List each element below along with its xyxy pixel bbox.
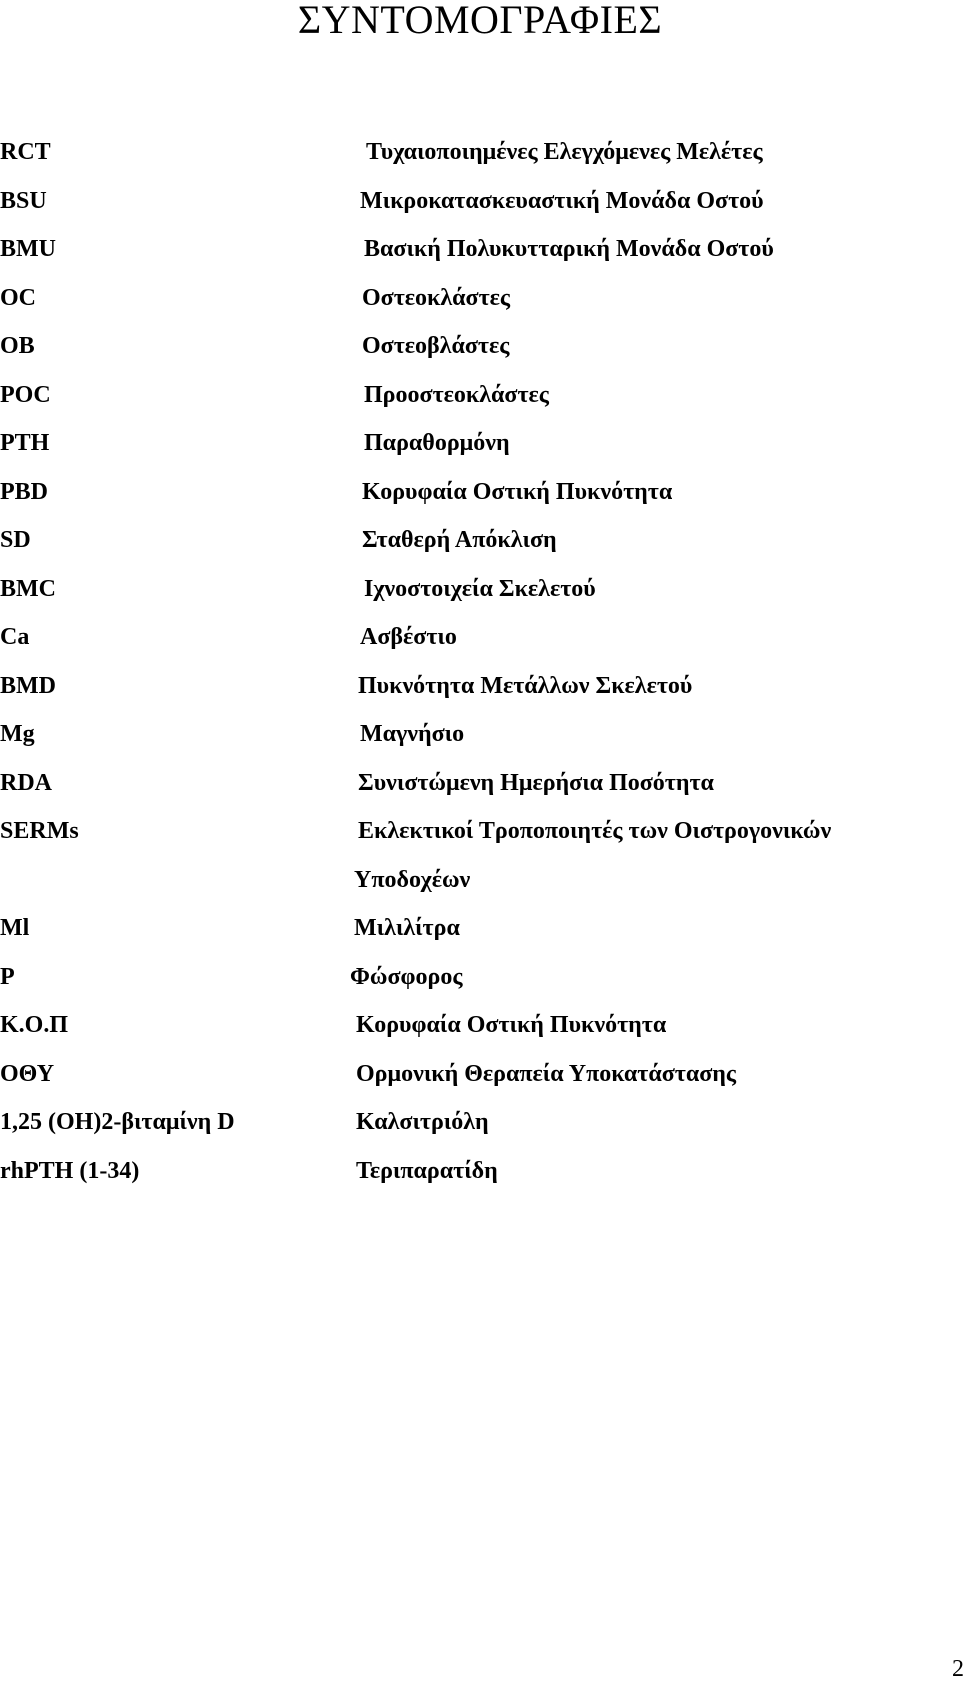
abbreviation-term: SERMs	[0, 818, 79, 844]
abbreviation-row	[0, 953, 960, 1002]
abbreviation-row	[0, 516, 960, 565]
abbreviation-definition: Προοστεοκλάστες	[364, 381, 549, 408]
abbreviation-row	[0, 856, 960, 905]
abbreviation-row	[0, 371, 960, 420]
abbreviation-row	[0, 128, 960, 177]
abbreviation-term: OC	[0, 284, 36, 311]
page-number: 2	[952, 1656, 964, 1682]
abbreviation-row	[0, 613, 960, 662]
abbreviation-term: BMD	[0, 672, 56, 699]
abbreviation-row	[0, 807, 960, 856]
abbreviation-definition: Ασβέστιο	[360, 624, 457, 650]
abbreviation-row	[0, 565, 960, 614]
abbreviation-term: Ml	[0, 915, 30, 941]
abbreviation-definition: Παραθορμόνη	[364, 430, 510, 456]
abbreviation-row	[0, 1147, 960, 1196]
abbreviation-row	[0, 1098, 960, 1147]
abbreviation-definition: Οστεοκλάστες	[362, 284, 511, 311]
abbreviation-list	[0, 128, 960, 1195]
abbreviation-row	[0, 904, 960, 953]
abbreviation-row	[0, 1050, 960, 1099]
abbreviation-row	[0, 1001, 960, 1050]
abbreviation-term: BSU	[0, 187, 47, 214]
abbreviation-term: rhPTH (1-34)	[0, 1157, 140, 1184]
abbreviation-term: BMU	[0, 236, 56, 262]
abbreviation-definition: Μικροκατασκευαστική Μονάδα Οστού	[360, 187, 764, 214]
abbreviation-definition: Καλσιτριόλη	[356, 1109, 489, 1135]
abbreviation-term: PBD	[0, 478, 48, 505]
abbreviation-row	[0, 468, 960, 517]
abbreviation-term: PTH	[0, 430, 50, 456]
abbreviation-definition: Βασική Πολυκυτταρική Μονάδα Οστού	[364, 236, 774, 262]
abbreviation-term: Mg	[0, 721, 35, 747]
abbreviation-term: RDA	[0, 769, 52, 796]
abbreviation-definition: Συνιστώμενη Ημερήσια Ποσότητα	[358, 769, 714, 796]
abbreviation-definition: Μιλιλίτρα	[354, 915, 460, 941]
abbreviation-definition: Εκλεκτικοί Τροποποιητές των Οιστρογονικών	[358, 818, 832, 844]
abbreviation-definition: Κορυφαία Οστική Πυκνότητα	[356, 1012, 667, 1038]
abbreviation-term: POC	[0, 381, 51, 408]
abbreviation-row	[0, 662, 960, 711]
abbreviation-term: P	[0, 963, 15, 990]
abbreviation-definition: Φώσφορος	[350, 963, 463, 990]
abbreviation-row	[0, 274, 960, 323]
abbreviation-definition: Τεριπαρατίδη	[356, 1157, 498, 1184]
abbreviation-definition: Ιχνοστοιχεία Σκελετού	[364, 575, 596, 602]
abbreviation-term: Ca	[0, 624, 30, 650]
abbreviation-definition: Κορυφαία Οστική Πυκνότητα	[362, 478, 673, 505]
abbreviation-term: RCT	[0, 139, 51, 165]
abbreviation-row	[0, 177, 960, 226]
abbreviation-definition: Οστεοβλάστες	[362, 333, 510, 359]
page-title: ΣΥΝΤΟΜΟΓΡΑΦΙΕΣ	[297, 0, 663, 42]
abbreviation-term: BMC	[0, 575, 56, 602]
abbreviation-definition: Σταθερή Απόκλιση	[362, 527, 557, 553]
abbreviation-row	[0, 225, 960, 274]
abbreviation-row	[0, 419, 960, 468]
abbreviation-term: ΟΘΥ	[0, 1060, 55, 1087]
abbreviation-definition: Μαγνήσιο	[360, 721, 465, 747]
abbreviation-term: 1,25 (OH)2-βιταμίνη D	[0, 1109, 235, 1135]
abbreviation-term: SD	[0, 527, 31, 553]
abbreviation-term: Κ.Ο.Π	[0, 1012, 69, 1038]
abbreviation-definition: Τυχαιοποιημένες Ελεγχόμενες Μελέτες	[366, 139, 763, 165]
abbreviation-row	[0, 759, 960, 808]
abbreviation-definition: Πυκνότητα Μετάλλων Σκελετού	[358, 672, 693, 699]
abbreviation-row	[0, 710, 960, 759]
abbreviation-definition: Υποδοχέων	[354, 866, 471, 893]
abbreviation-row	[0, 322, 960, 371]
abbreviation-definition: Ορμονική Θεραπεία Υποκατάστασης	[356, 1060, 737, 1087]
abbreviation-term: OB	[0, 333, 35, 359]
